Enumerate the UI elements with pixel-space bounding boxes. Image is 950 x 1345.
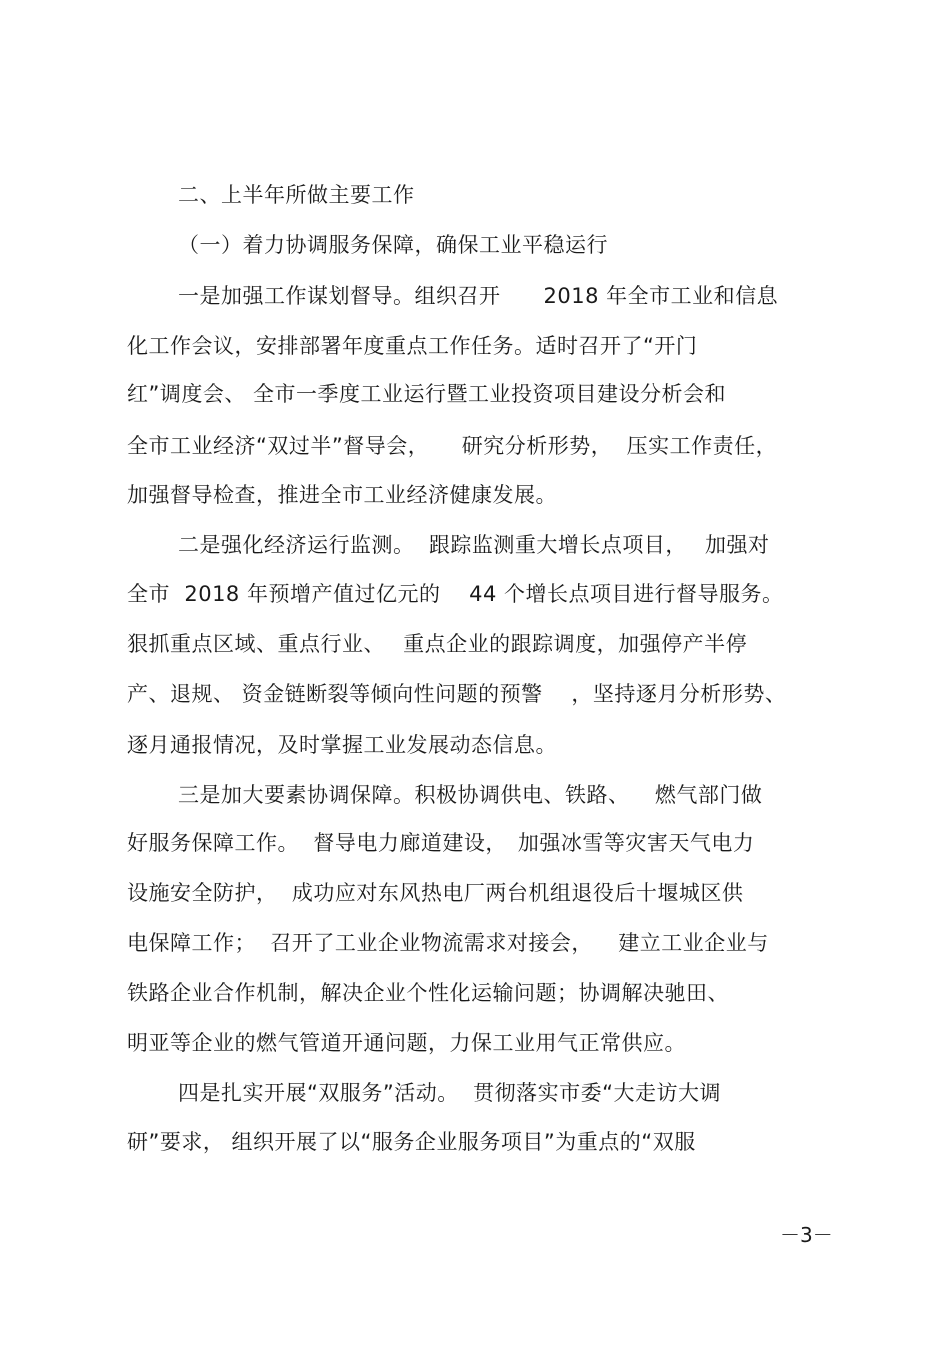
paragraph-line: 全市工业经济“双过半”督导会， 研究分析形势， 压实工作责任， <box>127 434 778 458</box>
paragraph-line: 设施安全防护， 成功应对东风热电厂两台机组退役后十堰城区供 <box>127 881 744 905</box>
paragraph-line: 电保障工作； 召开了工业企业物流需求对接会， 建立工业企业与 <box>127 931 769 955</box>
paragraph-line: 全市 2018 年预增产值过亿元的 44 个增长点项目进行督导服务。 <box>127 582 784 606</box>
paragraph-line: 铁路企业合作机制，解决企业个性化运输问题；协调解决驰田、 <box>127 981 729 1005</box>
paragraph-line: 一是加强工作谋划督导。组织召开 2018 年全市工业和信息 <box>178 284 779 308</box>
paragraph-line: 产、退规、 资金链断裂等倾向性问题的预警 ，坚持逐月分析形势、 <box>127 682 787 706</box>
subsection-heading: （一）着力协调服务保障，确保工业平稳运行 <box>178 233 608 257</box>
paragraph-line: 好服务保障工作。 督导电力廊道建设， 加强冰雪等灾害天气电力 <box>127 831 755 855</box>
paragraph-line: 明亚等企业的燃气管道开通问题，力保工业用气正常供应。 <box>127 1031 686 1055</box>
paragraph-line: 三是加大要素协调保障。积极协调供电、铁路、 燃气部门做 <box>178 783 763 807</box>
paragraph-line: 研”要求， 组织开展了以“服务企业服务项目”为重点的“双服 <box>127 1130 696 1154</box>
paragraph-line: 化工作会议，安排部署年度重点工作任务。适时召开了“开门 <box>127 334 698 358</box>
paragraph-line: 红”调度会、 全市一季度工业运行暨工业投资项目建设分析会和 <box>127 382 727 406</box>
paragraph-line: 二是强化经济运行监测。 跟踪监测重大增长点项目， 加强对 <box>178 533 770 557</box>
paragraph-line: 四是扎实开展“双服务”活动。 贯彻落实市委“大走访大调 <box>178 1081 721 1105</box>
page-number: －3－ <box>780 1223 833 1247</box>
section-heading: 二、上半年所做主要工作 <box>178 183 415 207</box>
paragraph-line: 狠抓重点区域、重点行业、 重点企业的跟踪调度，加强停产半停 <box>127 632 748 656</box>
paragraph-line: 逐月通报情况，及时掌握工业发展动态信息。 <box>127 733 557 757</box>
paragraph-line: 加强督导检查，推进全市工业经济健康发展。 <box>127 483 557 507</box>
